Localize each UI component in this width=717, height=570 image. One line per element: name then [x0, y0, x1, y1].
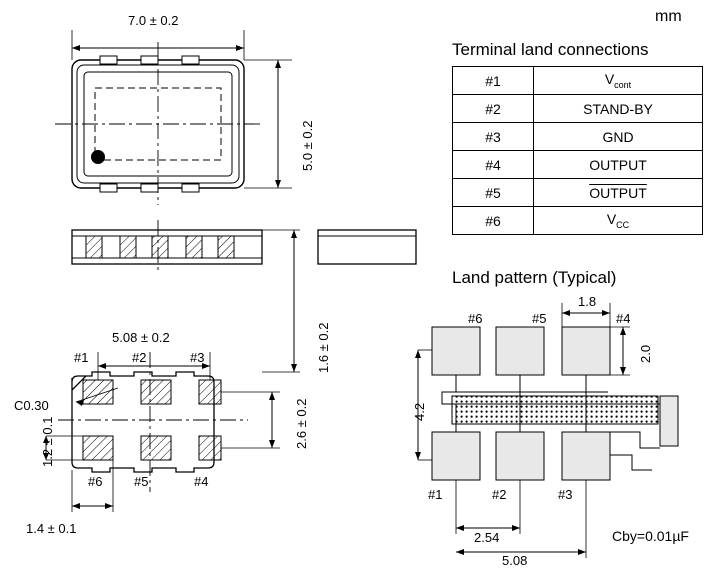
terminal-function: $V_{CC}$: [534, 207, 703, 235]
land-pad-label-2: #2: [492, 487, 507, 502]
land-dim-1-8: 1.8: [578, 294, 597, 309]
terminal-table-title: Terminal land connections: [452, 40, 649, 59]
land-dim-5-08: 5.08: [502, 553, 528, 568]
bottom-pad-label-2: #2: [132, 350, 147, 365]
top-view-height-dim: 5.0 ± 0.2: [300, 120, 315, 171]
terminal-pin: #2: [453, 95, 534, 123]
bottom-pad-label-1: #1: [74, 350, 89, 365]
terminal-pin: #5: [453, 179, 534, 207]
terminal-function: GND: [534, 123, 703, 151]
land-pad-label-3: #3: [558, 487, 573, 502]
terminal-pin: #6: [453, 207, 534, 235]
table-row: [453, 123, 703, 151]
bottom-pad-label-5: #5: [134, 474, 149, 489]
terminal-pin: #1: [453, 67, 534, 95]
side-view-thickness-dim: 1.6 ± 0.2: [316, 322, 331, 373]
land-pad-label-6: #6: [468, 311, 483, 326]
table-row: [453, 151, 703, 179]
land-dim-2-0: 2.0: [638, 344, 653, 363]
bottom-view-pad-width-dim: 1.2 ± 0.1: [40, 416, 55, 467]
terminal-function: OUTPUT: [534, 151, 703, 179]
terminal-function: $V_{cont}$: [534, 67, 703, 95]
terminal-function: STAND-BY: [534, 95, 703, 123]
bottom-view-pad-edge-dim: 1.4 ± 0.1: [26, 521, 77, 536]
table-row: [453, 67, 703, 95]
bottom-pad-label-6: #6: [88, 474, 103, 489]
land-pad-label-1: #1: [428, 487, 443, 502]
land-pad-label-5: #5: [532, 311, 547, 326]
terminal-land-table: [452, 66, 703, 235]
table-row: [453, 95, 703, 123]
land-dim-4-2: 4.2: [412, 402, 427, 421]
terminal-pin: #4: [453, 151, 534, 179]
top-view-width-dim: 7.0 ± 0.2: [128, 13, 179, 28]
terminal-pin: #3: [453, 123, 534, 151]
land-pad-label-4: #4: [616, 311, 631, 326]
table-row: [453, 207, 703, 235]
terminal-function: OUTPUT: [534, 179, 703, 207]
table-row: [453, 179, 703, 207]
bottom-pad-label-3: #3: [190, 350, 205, 365]
bottom-view-pitch-dim: 5.08 ± 0.2: [112, 330, 170, 345]
bottom-view-pad-span-dim: 2.6 ± 0.2: [294, 398, 309, 449]
land-pattern-title: Land pattern (Typical): [452, 268, 617, 287]
land-dim-2-54: 2.54: [474, 530, 500, 545]
chamfer-label: C0.30: [14, 398, 49, 413]
units-label: mm: [655, 8, 682, 25]
capacitor-note: Cby=0.01µF: [612, 528, 689, 544]
bottom-pad-label-4: #4: [194, 474, 209, 489]
